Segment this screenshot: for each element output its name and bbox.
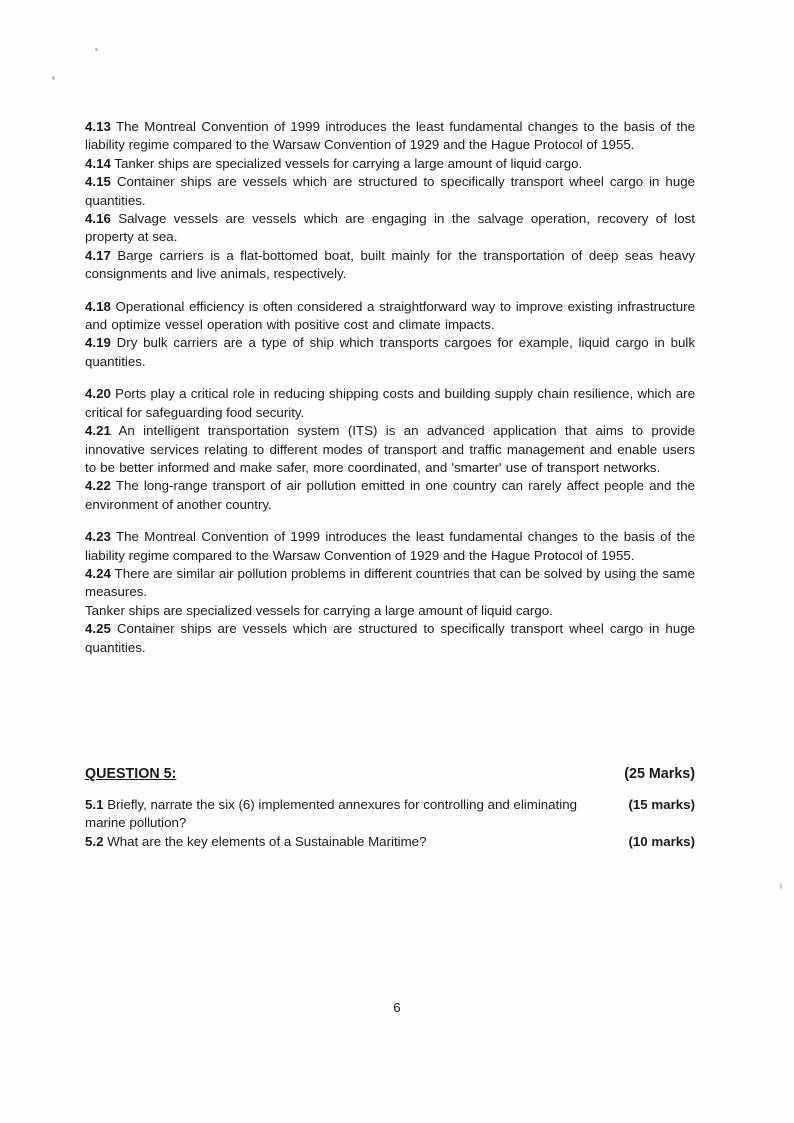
paragraph-number: 4.18: [85, 298, 111, 314]
paragraph-number: 4.23: [85, 529, 111, 545]
question-5-title: [85, 766, 176, 782]
scan-artifact-dot: [95, 48, 98, 51]
scan-artifact-mark: [780, 883, 782, 889]
paragraph-4-13: [85, 118, 695, 155]
paragraph-text: Operational efficiency is often considered a straightforward way to improve existing infrastructure and optimize vessel operation with positive cost and climate impacts.: [85, 298, 695, 333]
question-item-number: 5.1: [85, 797, 104, 812]
question-5-header: [85, 766, 695, 782]
paragraph-4-19: [85, 334, 695, 371]
question-item-marks: (10 marks): [628, 833, 695, 849]
paragraph-text: Tanker ships are specialized vessels for carrying a large amount of liquid cargo.: [110, 155, 583, 171]
paragraph-number: 4.19: [85, 335, 111, 351]
question-5-total-marks: (25 Marks): [624, 766, 695, 782]
question-5-section: [85, 766, 695, 851]
paragraph-number: 4.16: [85, 211, 111, 227]
paragraph-text: Container ships are vessels which are structured to specifically transport wheel cargo in huge quantities.: [85, 621, 695, 655]
question-5-title-text: QUESTION 5: [85, 766, 172, 782]
page-number: 6: [393, 1000, 401, 1015]
paragraph-4-21: [85, 422, 695, 477]
paragraph-text: Dry bulk carriers are a type of ship which transports cargoes for example, liquid cargo in bulk quantities.: [85, 335, 695, 369]
question-item-5-1: [85, 796, 695, 833]
scan-artifact-dot: [52, 76, 55, 80]
paragraph-number: 4.20: [85, 386, 111, 402]
question-item-marks: (15 marks): [628, 797, 695, 812]
paragraph-text: Ports play a critical role in reducing shipping costs and building supply chain resilience, which are critical for safeguarding food security.: [85, 386, 695, 420]
paragraph-number: 4.14: [85, 155, 111, 171]
question-item-text: [85, 833, 605, 851]
paragraph-4-16: [85, 210, 695, 247]
paragraph-text: Tanker ships are specialized vessels for carrying a large amount of liquid cargo.: [85, 602, 553, 618]
paragraph-number: 4.21: [85, 423, 111, 439]
paragraph-text: There are similar air pollution problems in different countries that can be solved by using the same measures.: [85, 565, 695, 600]
paragraph-number: 4.22: [85, 478, 111, 494]
paragraph-number: 4.15: [85, 174, 111, 190]
question-item-body: Briefly, narrate the six (6) implemented annexures for controlling and eliminating marine pollution?: [85, 797, 578, 831]
paragraph-4-25: [85, 620, 695, 657]
paragraph-number: 4.13: [85, 119, 111, 134]
paragraph-number: 4.24: [85, 565, 111, 581]
paragraph-number: 4.17: [85, 247, 111, 263]
body-text: [85, 118, 695, 657]
paragraph-4-22: [85, 477, 695, 514]
paragraph-4-17: [85, 247, 695, 284]
question-5-items: [85, 796, 695, 851]
paragraph-4-20: [85, 385, 695, 422]
paragraph-4-15: [85, 173, 695, 210]
paragraph-text: The Montreal Convention of 1999 introduces the least fundamental changes to the basis of the liability regime compared to the Warsaw Convention of 1929 and the Hague Protocol of 1955.: [85, 529, 695, 563]
paragraph-text: Barge carriers is a flat-bottomed boat, built mainly for the transportation of deep seas heavy consignments and live animals, respectively.: [85, 247, 695, 282]
paragraph-number: 4.25: [85, 621, 111, 637]
question-item-5-2: [85, 833, 695, 851]
paragraph-text: The Montreal Convention of 1999 introduces the least fundamental changes to the basis of the liability regime compared to the Warsaw Convention of 1929 and the Hague Protocol of 1955.: [85, 119, 695, 153]
paragraph-unnumbered-tanker: [85, 602, 695, 620]
question-5-title-colon: :: [171, 766, 177, 782]
paragraph-text: Container ships are vessels which are structured to specifically transport wheel cargo in huge quantities.: [85, 174, 695, 208]
paragraph-4-14: [85, 155, 695, 173]
question-item-number: 5.2: [85, 833, 104, 849]
paragraph-text: Salvage vessels are vessels which are engaging in the salvage operation, recovery of lost property at sea.: [85, 211, 695, 245]
paragraph-4-24: [85, 565, 695, 602]
question-item-body: What are the key elements of a Sustainable Maritime?: [103, 833, 427, 849]
paragraph-4-18: [85, 298, 695, 335]
paragraph-text: The long-range transport of air pollution emitted in one country can rarely affect people and the environment of another country.: [85, 478, 695, 512]
paragraph-text: An intelligent transportation system (ITS) is an advanced application that aims to provide innovative services relating to different modes of transport and traffic management and enable users to be better informed and make safer, more coordinated, and 'smarter' use of transport networks.: [85, 423, 695, 475]
paragraph-4-23: [85, 528, 695, 565]
question-item-text: [85, 796, 605, 833]
